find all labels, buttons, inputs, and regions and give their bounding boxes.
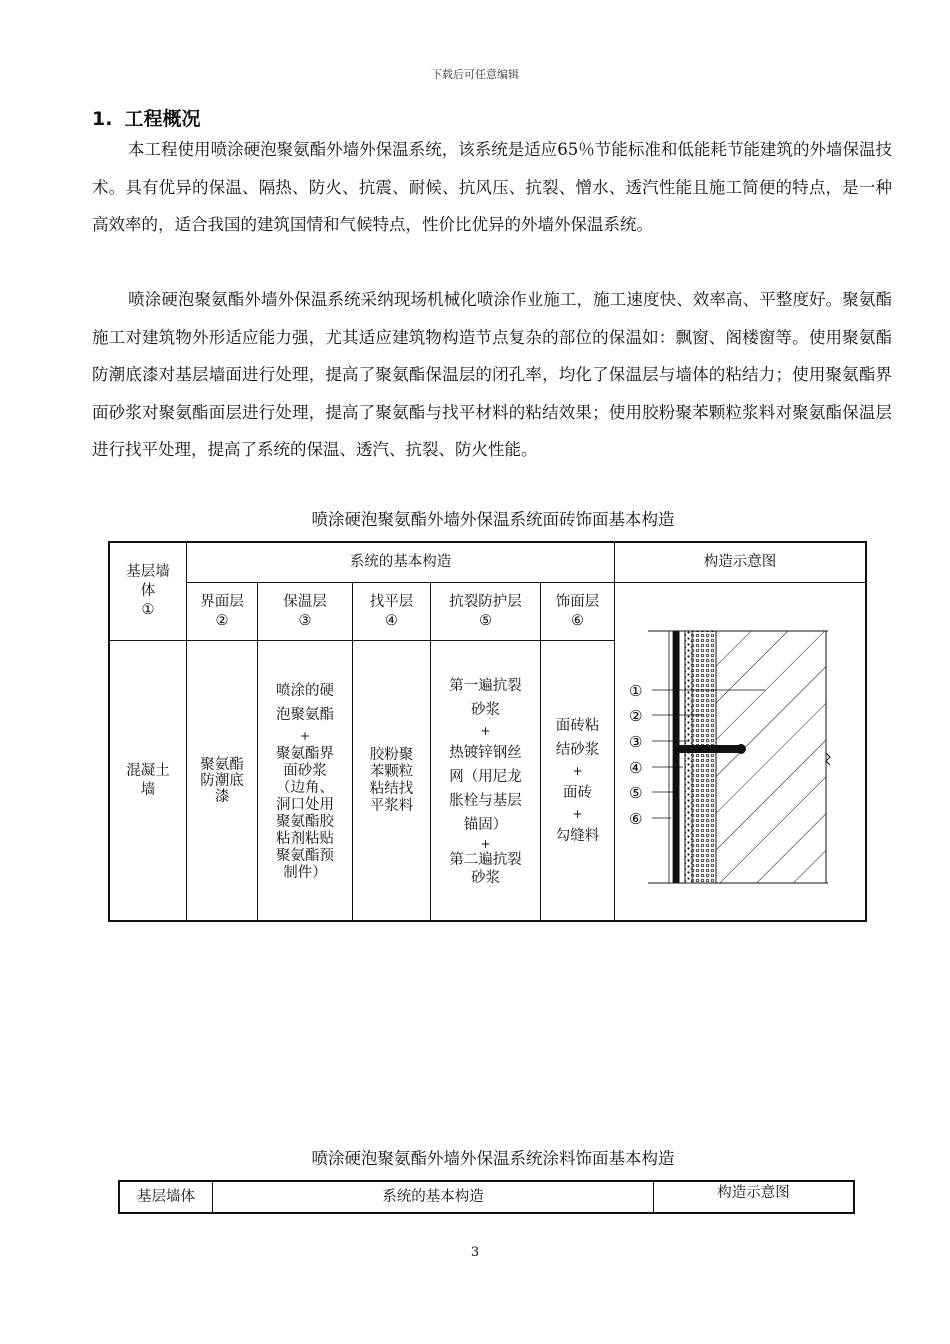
subheader-label: 保温层 bbox=[283, 593, 327, 610]
cell-line: 第二遍抗裂 bbox=[449, 852, 522, 868]
cell-plus: + bbox=[480, 724, 491, 738]
cell-crack bbox=[431, 641, 541, 920]
cell-line: 聚氨酯预 bbox=[276, 848, 334, 864]
paragraph-2 bbox=[92, 281, 892, 469]
table-1 bbox=[108, 541, 867, 922]
cell-line: 砂浆 bbox=[471, 702, 500, 718]
table-2-header-base-label: 基层墙体 bbox=[137, 1188, 195, 1205]
cell-line: 面砂浆 bbox=[283, 763, 327, 779]
construction-diagram bbox=[615, 583, 865, 920]
insulation-layer bbox=[692, 631, 716, 883]
subheader-mark: ⑤ bbox=[479, 612, 492, 629]
cell-line: 勾缝料 bbox=[555, 827, 600, 844]
paragraph-1-text: 本工程使用喷涂硬泡聚氨酯外墙外保温系统，该系统是适应65％节能标准和低能耗节能建筑的外墙保温技术。具有优异的保温、隔热、防火、抗震、耐候、抗风压、抗裂、憎水、透汽性能且施工简便的特点，是一种高效率的，适合我国的建筑国情和气候特点，性价比优异的外墙外保温系统。 bbox=[92, 140, 892, 234]
table-2-header-system-label: 系统的基本构造 bbox=[382, 1188, 484, 1205]
cell-line: 混凝土 bbox=[126, 762, 170, 779]
cell-line: 墙 bbox=[140, 781, 156, 798]
cell-line: 粘结找 bbox=[369, 780, 414, 797]
header-base-mark: ① bbox=[141, 602, 155, 618]
cell-line: 结砂浆 bbox=[555, 741, 600, 758]
diagram-label-3: ③ bbox=[629, 733, 643, 751]
table-2-header-diagram-label: 构造示意图 bbox=[717, 1185, 790, 1201]
subheader-mark: ④ bbox=[385, 612, 398, 629]
cell-finish bbox=[541, 641, 615, 920]
surface-layer bbox=[669, 631, 673, 883]
cell-line: 粘剂粘贴 bbox=[276, 831, 334, 847]
finish-layer bbox=[673, 631, 679, 883]
diagram-label-6: ⑥ bbox=[629, 810, 643, 828]
cell-line: 锚固） bbox=[463, 817, 508, 833]
cell-line: 防潮底 bbox=[200, 772, 244, 789]
cell-line: 聚氨酯 bbox=[200, 756, 244, 773]
cell-line: 网（用尼龙 bbox=[449, 769, 522, 785]
diagram-label-2: ② bbox=[629, 707, 643, 725]
diagram-label-4: ④ bbox=[629, 759, 643, 777]
subheader-crack bbox=[431, 583, 541, 641]
subheader-leveling bbox=[353, 583, 431, 641]
subheader-mark: ⑥ bbox=[571, 612, 584, 629]
cell-line: 制件） bbox=[283, 865, 327, 881]
cell-insulation bbox=[258, 641, 353, 920]
cell-line: 喷涂的硬 bbox=[276, 683, 334, 699]
paragraph-1 bbox=[92, 131, 892, 244]
section-number: 1. bbox=[92, 108, 113, 130]
section-title: 工程概况 bbox=[124, 108, 201, 130]
cell-plus: + bbox=[299, 729, 311, 743]
cell-line: 漆 bbox=[214, 788, 230, 805]
anchor-bolt bbox=[675, 745, 741, 753]
cell-leveling bbox=[353, 641, 431, 920]
table-1-header-diagram bbox=[615, 543, 865, 583]
subheader-mark: ③ bbox=[298, 612, 312, 629]
concrete-wall bbox=[716, 631, 826, 883]
cell-line: 面砖 bbox=[563, 784, 592, 801]
cell-line: 面砖粘 bbox=[555, 717, 600, 734]
subheader-finish bbox=[541, 583, 615, 641]
cell-line: 胶粉聚 bbox=[369, 746, 414, 763]
cell-interface bbox=[187, 641, 258, 920]
cell-line: 胀栓与基层 bbox=[449, 793, 522, 809]
cell-line: 苯颗粒 bbox=[369, 763, 414, 780]
subheader-interface bbox=[187, 583, 258, 641]
paragraph-2-text: 喷涂硬泡聚氨酯外墙外保温系统采纳现场机械化喷涂作业施工，施工速度快、效率高、平整度好。聚氨酯施工对建筑物外形适应能力强，尤其适应建筑物构造节点复杂的部位的保温如：飘窗、阁楼窗等。使用聚氨酯防潮底漆对基层墙面进行处理，提高了聚氨酯保温层的闭孔率，均化了保温层与墙体的粘结力；使用聚氨酯界面砂浆对聚氨酯面层进行处理，提高了聚氨酯与找平材料的粘结效果；使用胶粉聚苯颗粒浆料对聚氨酯保温层进行找平处理，提高了系统的保温、透汽、抗裂、防火性能。 bbox=[92, 290, 892, 459]
crack-layer bbox=[679, 631, 685, 883]
anchor-head bbox=[736, 744, 746, 754]
cell-plus: + bbox=[480, 837, 491, 851]
cell-line: 热镀锌钢丝 bbox=[449, 745, 522, 761]
subheader-label: 界面层 bbox=[200, 593, 244, 610]
subheader-label: 饰面层 bbox=[555, 593, 600, 610]
header-base-line-1: 基层墙 bbox=[126, 564, 170, 580]
header-base-line-2: 体 bbox=[140, 583, 156, 599]
page-number: 3 bbox=[470, 1245, 480, 1260]
table-1-header-system bbox=[187, 543, 615, 583]
table-2-header-system bbox=[213, 1182, 654, 1212]
cell-line: 聚氨酯界 bbox=[276, 746, 334, 762]
header-note: 下载后可任意编辑 bbox=[431, 68, 519, 81]
header-diagram-label: 构造示意图 bbox=[703, 554, 777, 570]
cell-plus: + bbox=[572, 806, 583, 821]
table-2-header-diagram bbox=[654, 1182, 853, 1212]
subheader-insulation bbox=[258, 583, 353, 641]
cell-line: 泡聚氨酯 bbox=[276, 707, 334, 723]
table-1-header-base bbox=[110, 543, 187, 641]
leveling-layer bbox=[685, 631, 692, 883]
subheader-mark: ② bbox=[215, 612, 229, 629]
diagram-label-5: ⑤ bbox=[629, 784, 643, 802]
cell-base-wall bbox=[110, 641, 187, 920]
cell-line: （边角、 bbox=[276, 780, 334, 796]
break-mark bbox=[826, 753, 830, 765]
subheader-label: 找平层 bbox=[369, 593, 414, 610]
cell-plus: + bbox=[572, 763, 583, 778]
cell-line: 聚氨酯胶 bbox=[276, 814, 334, 830]
diagram-label-1: ① bbox=[629, 682, 643, 700]
cell-line: 平浆料 bbox=[369, 797, 414, 814]
table-2 bbox=[118, 1180, 855, 1214]
cell-diagram bbox=[615, 583, 865, 920]
table-1-caption: 喷涂硬泡聚氨酯外墙外保温系统面砖饰面基本构造 bbox=[311, 510, 675, 529]
table-2-header-base bbox=[120, 1182, 213, 1212]
subheader-label: 抗裂防护层 bbox=[449, 593, 522, 610]
cell-line: 砂浆 bbox=[471, 870, 500, 886]
cell-line: 洞口处用 bbox=[276, 797, 334, 813]
section-heading bbox=[92, 104, 200, 131]
header-system-label: 系统的基本构造 bbox=[349, 554, 452, 570]
table-2-caption: 喷涂硬泡聚氨酯外墙外保温系统涂料饰面基本构造 bbox=[311, 1149, 675, 1168]
cell-line: 第一遍抗裂 bbox=[449, 678, 522, 694]
